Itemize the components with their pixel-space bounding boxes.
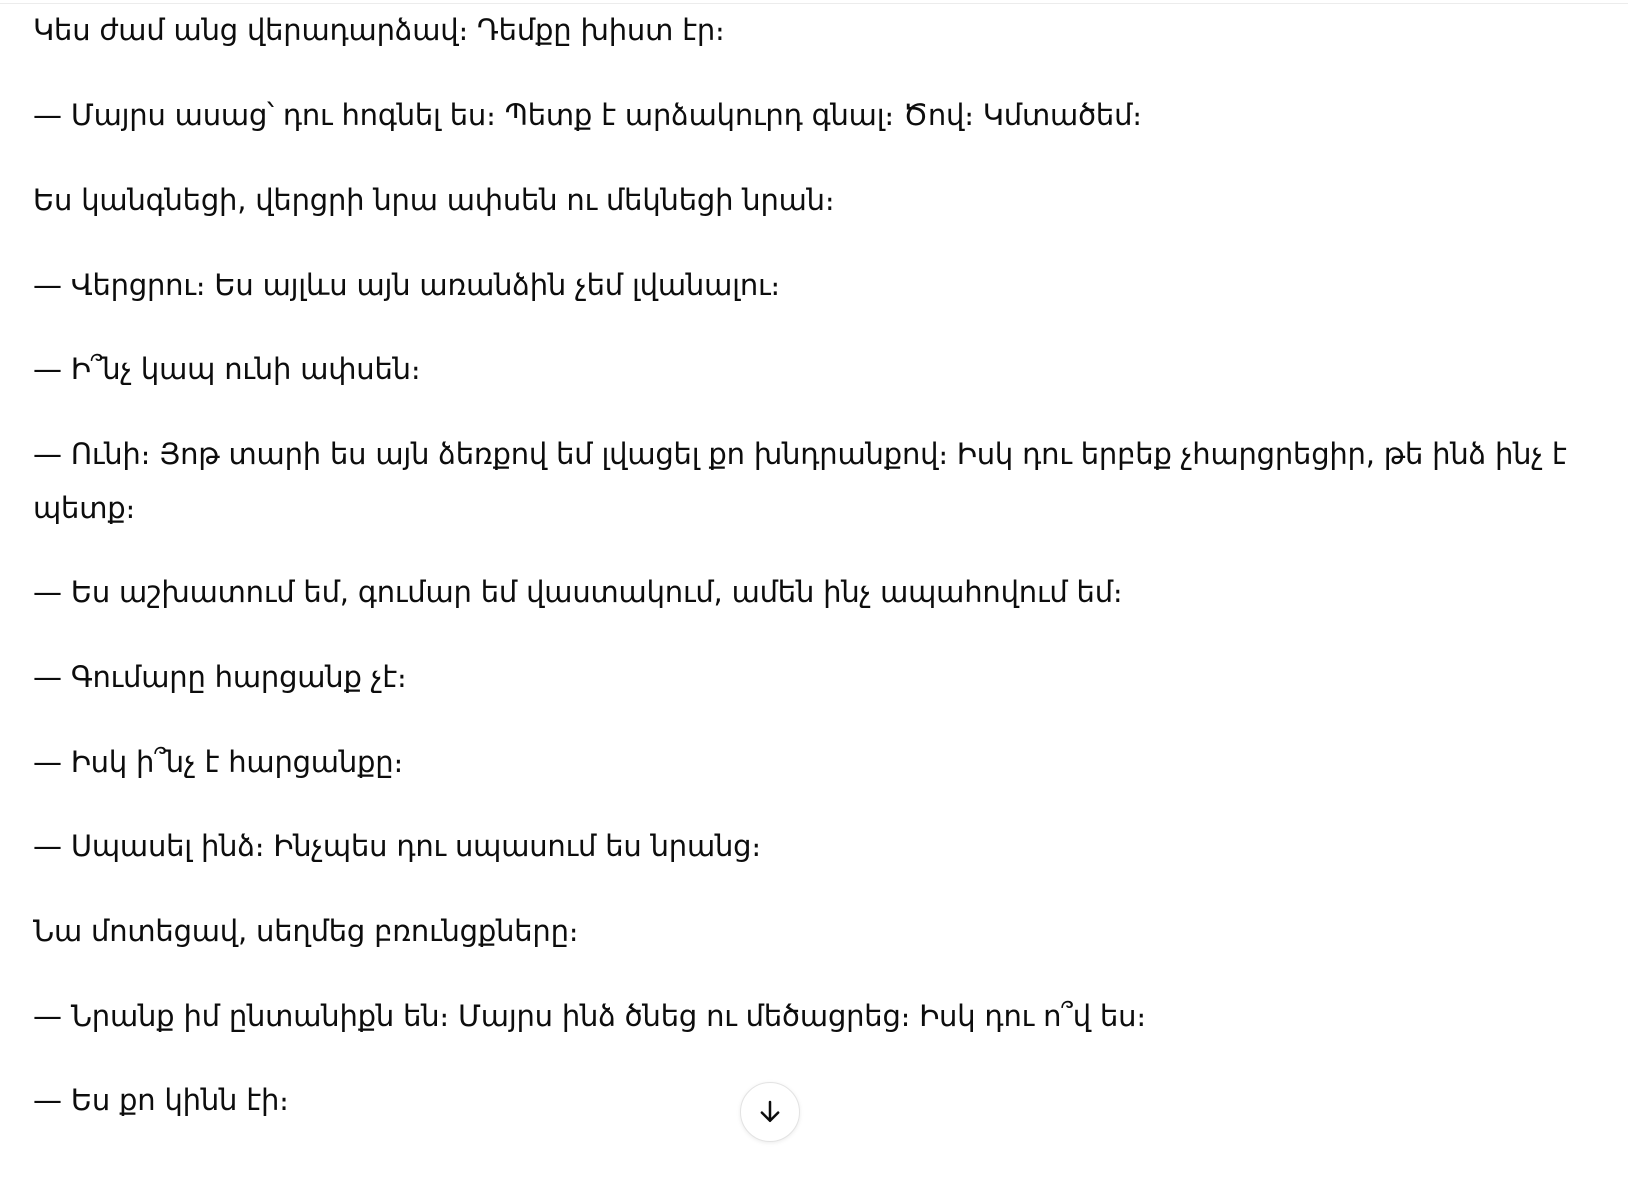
scroll-to-bottom-button[interactable] (740, 1082, 800, 1142)
message-paragraph: — Նրանք իմ ընտանիքն են։ Մայրս ինձ ծնեց ու մեծացրեց։ Իսկ դու ո՞վ ես։ (33, 999, 1146, 1033)
message-paragraph: — Գումարը հարցանք չէ։ (33, 660, 407, 694)
message-paragraph: — Ես աշխատում եմ, գումար եմ վաստակում, ամեն ինչ ապահովում եմ։ (33, 575, 1123, 609)
message-paragraph: — Ես քո կինն էի։ (33, 1083, 289, 1117)
message-paragraph: Կես ժամ անց վերադարձավ։ Դեմքը խիստ էր։ (33, 13, 725, 47)
message-paragraph: — Իսկ ի՞նչ է հարցանքը։ (33, 745, 404, 779)
arrow-down-icon (755, 1097, 785, 1127)
message-paragraph: — Վերցրու։ Ես այլևս այն առանձին չեմ լվանալու։ (33, 268, 780, 302)
message-paragraph: — Ունի։ Յոթ տարի ես այն ձեռքով եմ լվացել քո խնդրանքով։ Իսկ դու երբեք չհարցրեցիր, թե ինձ ինչ է պետք։ (33, 437, 1567, 525)
message-paragraph: Ես կանգնեցի, վերցրի նրա ափսեն ու մեկնեցի նրան։ (33, 183, 835, 217)
message-content (33, 0, 1593, 1192)
message-paragraph: — Ի՞նչ կապ ունի ափսեն։ (33, 352, 421, 386)
message-paragraph: — Սպասել ինձ։ Ինչպես դու սպասում ես նրանց։ (33, 829, 761, 863)
message-paragraph: — Մայրս ասաց՝ դու հոգնել ես։ Պետք է արձակուրդ գնալ։ Ծով։ Կմտածեմ։ (33, 98, 1142, 132)
message-paragraph: Նա մոտեցավ, սեղմեց բռունցքները։ (33, 914, 579, 948)
